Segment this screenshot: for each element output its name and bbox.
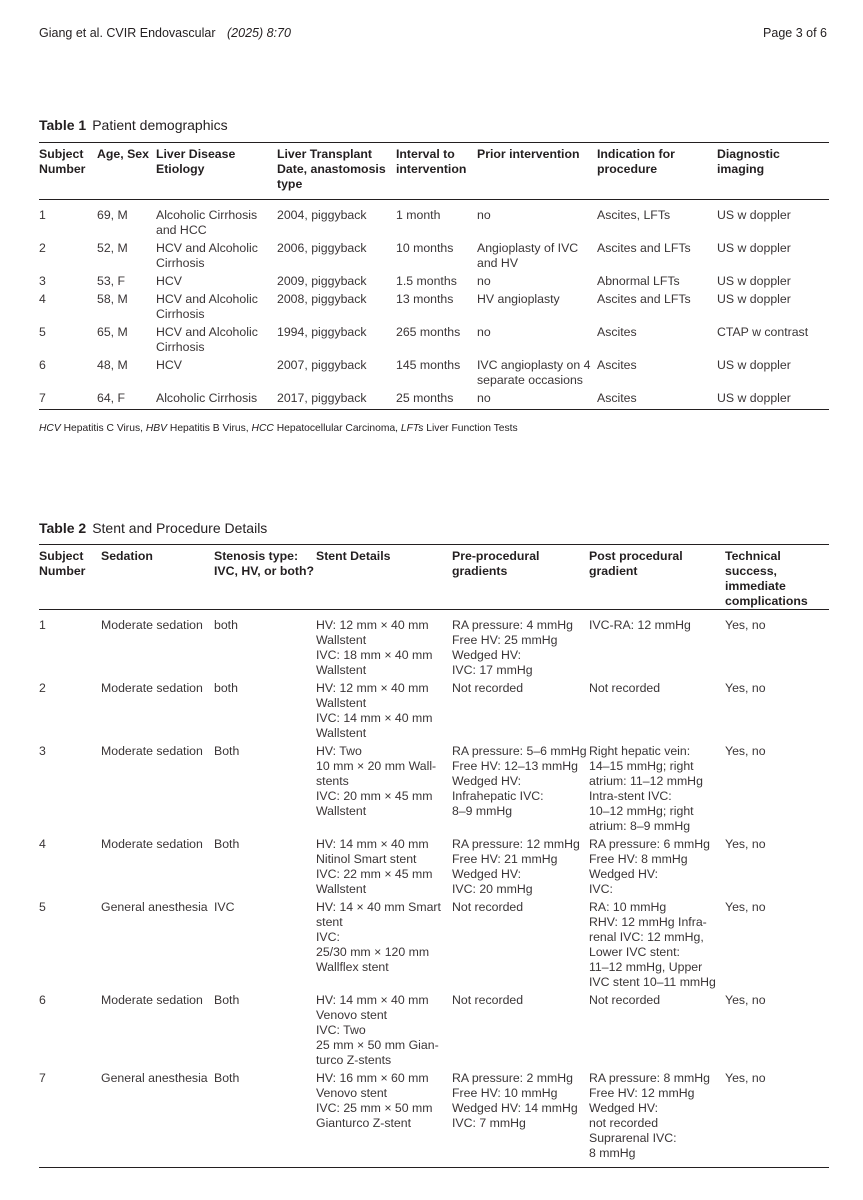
technical-success-cell: Yes, no	[725, 900, 766, 914]
cell-line: Wedged HV: 14 mmHg	[452, 1101, 578, 1115]
pre-procedural-gradients-cell	[452, 1071, 589, 1168]
patient-demographics-table	[39, 142, 829, 410]
table1-body	[39, 200, 829, 410]
indication-cell: Abnormal LFTs	[597, 274, 680, 288]
footnote-abbreviation: HCC	[251, 423, 274, 434]
post-procedural-gradient-cell	[589, 744, 725, 837]
stent-details-cell	[316, 744, 452, 837]
cell-line: Not recorded	[589, 681, 661, 695]
cell-line: IVC: 20 mm × 45 mm	[316, 789, 433, 803]
cell-line: Venovo stent	[316, 1008, 388, 1022]
prior-intervention-cell: IVC angioplasty on 4 separate occasions	[477, 358, 591, 387]
cell-line: IVC: 17 mmHg	[452, 663, 533, 677]
subject-number-cell: 1	[39, 208, 46, 222]
cell-line: RA pressure: 5–6 mmHg	[452, 744, 587, 758]
cell-line: Free HV: 10 mmHg	[452, 1086, 558, 1100]
cell-line: 10 mm × 20 mm Wall-	[316, 759, 437, 773]
technical-success-cell: Yes, no	[725, 993, 766, 1007]
table1-caption	[39, 117, 228, 133]
cell-line: Wedged HV:	[589, 1101, 659, 1115]
cell-line: HV: 14 mm × 40 mm	[316, 837, 429, 851]
cell-line: IVC: Two	[316, 1023, 366, 1037]
footnote-definition: Liver Function Tests	[423, 423, 518, 434]
age-sex-cell: 69, M	[97, 208, 128, 222]
cell-line: not recorded	[589, 1116, 659, 1130]
cell-line: IVC: 22 mm × 45 mm	[316, 867, 433, 881]
page-header	[39, 26, 827, 44]
interval-cell: 10 months	[396, 241, 454, 255]
cell-line: Lower IVC stent:	[589, 945, 680, 959]
post-procedural-gradient-cell	[589, 681, 725, 744]
transplant-date-cell: 1994, piggyback	[277, 325, 367, 339]
column-header-liver-disease-etiology: Liver Disease Etiology	[156, 143, 277, 200]
cell-line: stents	[316, 774, 349, 788]
cell-line: Venovo stent	[316, 1086, 388, 1100]
cell-line: 10–12 mmHg; right	[589, 804, 694, 818]
subject-number-cell: 5	[39, 900, 46, 914]
post-procedural-gradient-cell	[589, 610, 725, 682]
age-sex-cell: 58, M	[97, 292, 128, 306]
cell-line: 11–12 mmHg, Upper	[589, 960, 703, 974]
transplant-date-cell: 2006, piggyback	[277, 241, 367, 255]
cell-line: RA pressure: 8 mmHg	[589, 1071, 710, 1085]
cell-line: 8 mmHg	[589, 1146, 636, 1160]
subject-number-cell: 3	[39, 744, 46, 758]
sedation-cell: Moderate sedation	[101, 618, 203, 632]
cell-line: IVC: 7 mmHg	[452, 1116, 526, 1130]
pre-procedural-gradients-cell	[452, 610, 589, 682]
interval-cell: 25 months	[396, 391, 477, 410]
diagnostic-imaging-cell: US w doppler	[717, 391, 829, 410]
column-header-subject-number: Subject Number	[39, 143, 97, 200]
footnote-abbreviation: HBV	[145, 423, 168, 434]
transplant-date-cell: 2009, piggyback	[277, 274, 367, 288]
cell-line: HV: 14 mm × 40 mm	[316, 993, 429, 1007]
cell-line: Wallstent	[316, 696, 367, 710]
interval-cell: 1.5 months	[396, 274, 457, 288]
transplant-date-cell: 2004, piggyback	[277, 208, 367, 222]
stenosis-type-cell: Both	[214, 744, 240, 758]
stent-details-cell	[316, 1071, 452, 1168]
footnote-definition: Hepatitis B Virus,	[167, 423, 252, 434]
column-header-prior-intervention: Prior intervention	[477, 143, 597, 200]
cell-line: HV: 16 mm × 60 mm	[316, 1071, 429, 1085]
liver-disease-etiology-cell: HCV and Alcoholic Cirrhosis	[156, 325, 258, 354]
page-number: Page 3 of 6	[763, 26, 827, 40]
cell-line: Wallflex stent	[316, 960, 389, 974]
age-sex-cell: 52, M	[97, 241, 128, 255]
prior-intervention-cell: no	[477, 391, 597, 410]
cell-line: Free HV: 12 mmHg	[589, 1086, 695, 1100]
table-row	[39, 900, 829, 993]
subject-number-cell: 1	[39, 618, 46, 632]
cell-line: IVC:	[589, 882, 613, 896]
pre-procedural-gradients-cell	[452, 681, 589, 744]
table-row	[39, 274, 829, 292]
cell-line: Wallstent	[316, 726, 367, 740]
cell-line: HV: 12 mm × 40 mm	[316, 618, 429, 632]
table1-footnote	[39, 423, 518, 434]
cell-line: Not recorded	[589, 993, 661, 1007]
age-sex-cell: 65, M	[97, 325, 128, 339]
cell-line: Intra-stent IVC:	[589, 789, 672, 803]
table1-header-row	[39, 143, 829, 200]
cell-line: RA pressure: 4 mmHg	[452, 618, 573, 632]
cell-line: RA pressure: 2 mmHg	[452, 1071, 573, 1085]
table1-label: Table 1	[39, 117, 87, 133]
technical-success-cell: Yes, no	[725, 744, 766, 758]
sedation-cell: Moderate sedation	[101, 837, 203, 851]
cell-line: Not recorded	[452, 993, 524, 1007]
diagnostic-imaging-cell: US w doppler	[717, 292, 791, 306]
table-row	[39, 358, 829, 391]
table-row	[39, 325, 829, 358]
stenosis-type-cell: both	[214, 618, 238, 632]
liver-disease-etiology-cell: HCV	[156, 358, 182, 372]
cell-line: HV: Two	[316, 744, 362, 758]
table2-body	[39, 610, 829, 1168]
cell-line: Free HV: 21 mmHg	[452, 852, 558, 866]
cell-line: stent	[316, 915, 343, 929]
post-procedural-gradient-cell	[589, 1071, 725, 1168]
liver-disease-etiology-cell: HCV and Alcoholic Cirrhosis	[156, 241, 258, 270]
cell-line: Wallstent	[316, 663, 367, 677]
post-procedural-gradient-cell	[589, 993, 725, 1071]
stenosis-type-cell: Both	[214, 1071, 316, 1168]
cell-line: Wedged HV:	[452, 774, 522, 788]
pre-procedural-gradients-cell	[452, 900, 589, 993]
footnote-definition: Hepatocellular Carcinoma,	[273, 423, 401, 434]
technical-success-cell: Yes, no	[725, 1071, 829, 1168]
table2-label: Table 2	[39, 520, 87, 536]
journal-citation: Giang et al. CVIR Endovascular	[39, 26, 216, 40]
column-header-age-sex: Age, Sex	[97, 143, 156, 200]
technical-success-cell: Yes, no	[725, 837, 766, 851]
column-header-technical-success: Technical success, immediate complications	[725, 545, 829, 610]
indication-cell: Ascites and LFTs	[597, 241, 691, 255]
subject-number-cell: 3	[39, 274, 46, 288]
post-procedural-gradient-cell	[589, 837, 725, 900]
cell-line: Gianturco Z-stent	[316, 1116, 411, 1130]
transplant-date-cell: 2017, piggyback	[277, 391, 396, 410]
age-sex-cell: 53, F	[97, 274, 126, 288]
column-header-sedation: Sedation	[101, 545, 214, 610]
subject-number-cell: 2	[39, 681, 46, 695]
table-row	[39, 241, 829, 274]
journal-issue: (2025) 8:70	[227, 26, 291, 40]
cell-line: Wallstent	[316, 804, 367, 818]
table-row	[39, 610, 829, 682]
cell-line: 14–15 mmHg; right	[589, 759, 694, 773]
stenosis-type-cell: both	[214, 681, 238, 695]
cell-line: HV: 14 × 40 mm Smart	[316, 900, 441, 914]
cell-line: Wallstent	[316, 633, 367, 647]
column-header-stenosis-type: Stenosis type: IVC, HV, or both?	[214, 545, 316, 610]
cell-line: Not recorded	[452, 900, 524, 914]
cell-line: atrium: 11–12 mmHg	[589, 774, 703, 788]
cell-line: Wedged HV:	[452, 648, 522, 662]
diagnostic-imaging-cell: US w doppler	[717, 208, 791, 222]
subject-number-cell: 2	[39, 241, 46, 255]
liver-disease-etiology-cell: HCV and Alcoholic Cirrhosis	[156, 292, 258, 321]
cell-line: IVC:	[316, 930, 340, 944]
diagnostic-imaging-cell: CTAP w contrast	[717, 325, 809, 339]
cell-line: IVC: 20 mmHg	[452, 882, 533, 896]
cell-line: IVC: 25 mm × 50 mm	[316, 1101, 433, 1115]
subject-number-cell: 4	[39, 837, 46, 851]
interval-cell: 13 months	[396, 292, 454, 306]
indication-cell: Ascites and LFTs	[597, 292, 691, 306]
column-header-diagnostic-imaging: Diagnostic imaging	[717, 143, 829, 200]
age-sex-cell: 64, F	[97, 391, 156, 410]
indication-cell: Ascites	[597, 358, 637, 372]
cell-line: Wedged HV:	[452, 867, 522, 881]
cell-line: Free HV: 8 mmHg	[589, 852, 688, 866]
prior-intervention-cell: no	[477, 208, 491, 222]
cell-line: RA pressure: 12 mmHg	[452, 837, 580, 851]
pre-procedural-gradients-cell	[452, 744, 589, 837]
table2-title: Stent and Procedure Details	[92, 520, 268, 536]
interval-cell: 145 months	[396, 358, 461, 372]
footnote-abbreviation: HCV	[39, 423, 61, 434]
stent-details-cell	[316, 610, 452, 682]
column-header-transplant-date: Liver Transplant Date, anastomosis type	[277, 143, 396, 200]
subject-number-cell: 7	[39, 391, 97, 410]
stent-details-cell	[316, 900, 452, 993]
table-row	[39, 993, 829, 1071]
sedation-cell: Moderate sedation	[101, 744, 203, 758]
table2-header-row	[39, 545, 829, 610]
cell-line: 25 mm × 50 mm Gian-	[316, 1038, 439, 1052]
cell-line: Wedged HV:	[589, 867, 659, 881]
subject-number-cell: 7	[39, 1071, 101, 1168]
table-row	[39, 292, 829, 325]
table2-caption	[39, 520, 267, 536]
stent-details-cell	[316, 837, 452, 900]
cell-line: IVC stent 10–11 mmHg	[589, 975, 716, 989]
pre-procedural-gradients-cell	[452, 993, 589, 1071]
sedation-cell: General anesthesia	[101, 900, 208, 914]
table-row	[39, 837, 829, 900]
cell-line: Free HV: 25 mmHg	[452, 633, 558, 647]
cell-line: turco Z-stents	[316, 1053, 392, 1067]
interval-cell: 265 months	[396, 325, 461, 339]
column-header-post-procedural-gradient: Post procedural gradient	[589, 545, 725, 610]
cell-line: 25/30 mm × 120 mm	[316, 945, 430, 959]
cell-line: Not recorded	[452, 681, 524, 695]
column-header-subject-number: Subject Number	[39, 545, 101, 610]
post-procedural-gradient-cell	[589, 900, 725, 993]
age-sex-cell: 48, M	[97, 358, 128, 372]
subject-number-cell: 6	[39, 358, 46, 372]
transplant-date-cell: 2008, piggyback	[277, 292, 367, 306]
interval-cell: 1 month	[396, 208, 441, 222]
cell-line: Free HV: 12–13 mmHg	[452, 759, 578, 773]
sedation-cell: Moderate sedation	[101, 993, 203, 1007]
stent-details-cell	[316, 681, 452, 744]
liver-disease-etiology-cell: Alcoholic Cirrhosis and HCC	[156, 208, 258, 237]
subject-number-cell: 4	[39, 292, 46, 306]
table-row	[39, 200, 829, 242]
liver-disease-etiology-cell: Alcoholic Cirrhosis	[156, 391, 277, 410]
prior-intervention-cell: HV angioplasty	[477, 292, 560, 306]
indication-cell: Ascites	[597, 325, 637, 339]
technical-success-cell: Yes, no	[725, 618, 766, 632]
cell-line: Nitinol Smart stent	[316, 852, 417, 866]
pre-procedural-gradients-cell	[452, 837, 589, 900]
prior-intervention-cell: no	[477, 274, 491, 288]
diagnostic-imaging-cell: US w doppler	[717, 358, 791, 372]
transplant-date-cell: 2007, piggyback	[277, 358, 367, 372]
stenosis-type-cell: IVC	[214, 900, 235, 914]
cell-line: Right hepatic vein:	[589, 744, 691, 758]
diagnostic-imaging-cell: US w doppler	[717, 274, 791, 288]
stenosis-type-cell: Both	[214, 993, 240, 1007]
indication-cell: Ascites	[597, 391, 717, 410]
column-header-pre-procedural-gradients: Pre-procedural gradients	[452, 545, 589, 610]
sedation-cell: Moderate sedation	[101, 681, 203, 695]
diagnostic-imaging-cell: US w doppler	[717, 241, 791, 255]
subject-number-cell: 6	[39, 993, 46, 1007]
stenosis-type-cell: Both	[214, 837, 240, 851]
indication-cell: Ascites, LFTs	[597, 208, 671, 222]
cell-line: RA: 10 mmHg	[589, 900, 667, 914]
prior-intervention-cell: no	[477, 325, 491, 339]
column-header-interval: Interval to intervention	[396, 143, 477, 200]
liver-disease-etiology-cell: HCV	[156, 274, 182, 288]
table-row	[39, 681, 829, 744]
cell-line: IVC-RA: 12 mmHg	[589, 618, 691, 632]
stent-procedure-table	[39, 544, 829, 1168]
cell-line: Wallstent	[316, 882, 367, 896]
cell-line: IVC: 14 mm × 40 mm	[316, 711, 433, 725]
cell-line: RA pressure: 6 mmHg	[589, 837, 710, 851]
cell-line: Suprarenal IVC:	[589, 1131, 677, 1145]
cell-line: RHV: 12 mmHg Infra-	[589, 915, 707, 929]
prior-intervention-cell: Angioplasty of IVC and HV	[477, 241, 579, 270]
table1-title: Patient demographics	[92, 117, 228, 133]
cell-line: 8–9 mmHg	[452, 804, 513, 818]
column-header-stent-details: Stent Details	[316, 545, 452, 610]
column-header-indication: Indication for procedure	[597, 143, 717, 200]
cell-line: renal IVC: 12 mmHg,	[589, 930, 704, 944]
cell-line: HV: 12 mm × 40 mm	[316, 681, 429, 695]
cell-line: Infrahepatic IVC:	[452, 789, 544, 803]
table-row	[39, 744, 829, 837]
table-row	[39, 1071, 829, 1168]
footnote-definition: Hepatitis C Virus,	[60, 423, 146, 434]
table-row	[39, 391, 829, 410]
cell-line: atrium: 8–9 mmHg	[589, 819, 691, 833]
cell-line: IVC: 18 mm × 40 mm	[316, 648, 433, 662]
technical-success-cell: Yes, no	[725, 681, 766, 695]
footnote-abbreviation: LFTs	[400, 423, 424, 434]
stent-details-cell	[316, 993, 452, 1071]
subject-number-cell: 5	[39, 325, 46, 339]
sedation-cell: General anesthesia	[101, 1071, 214, 1168]
